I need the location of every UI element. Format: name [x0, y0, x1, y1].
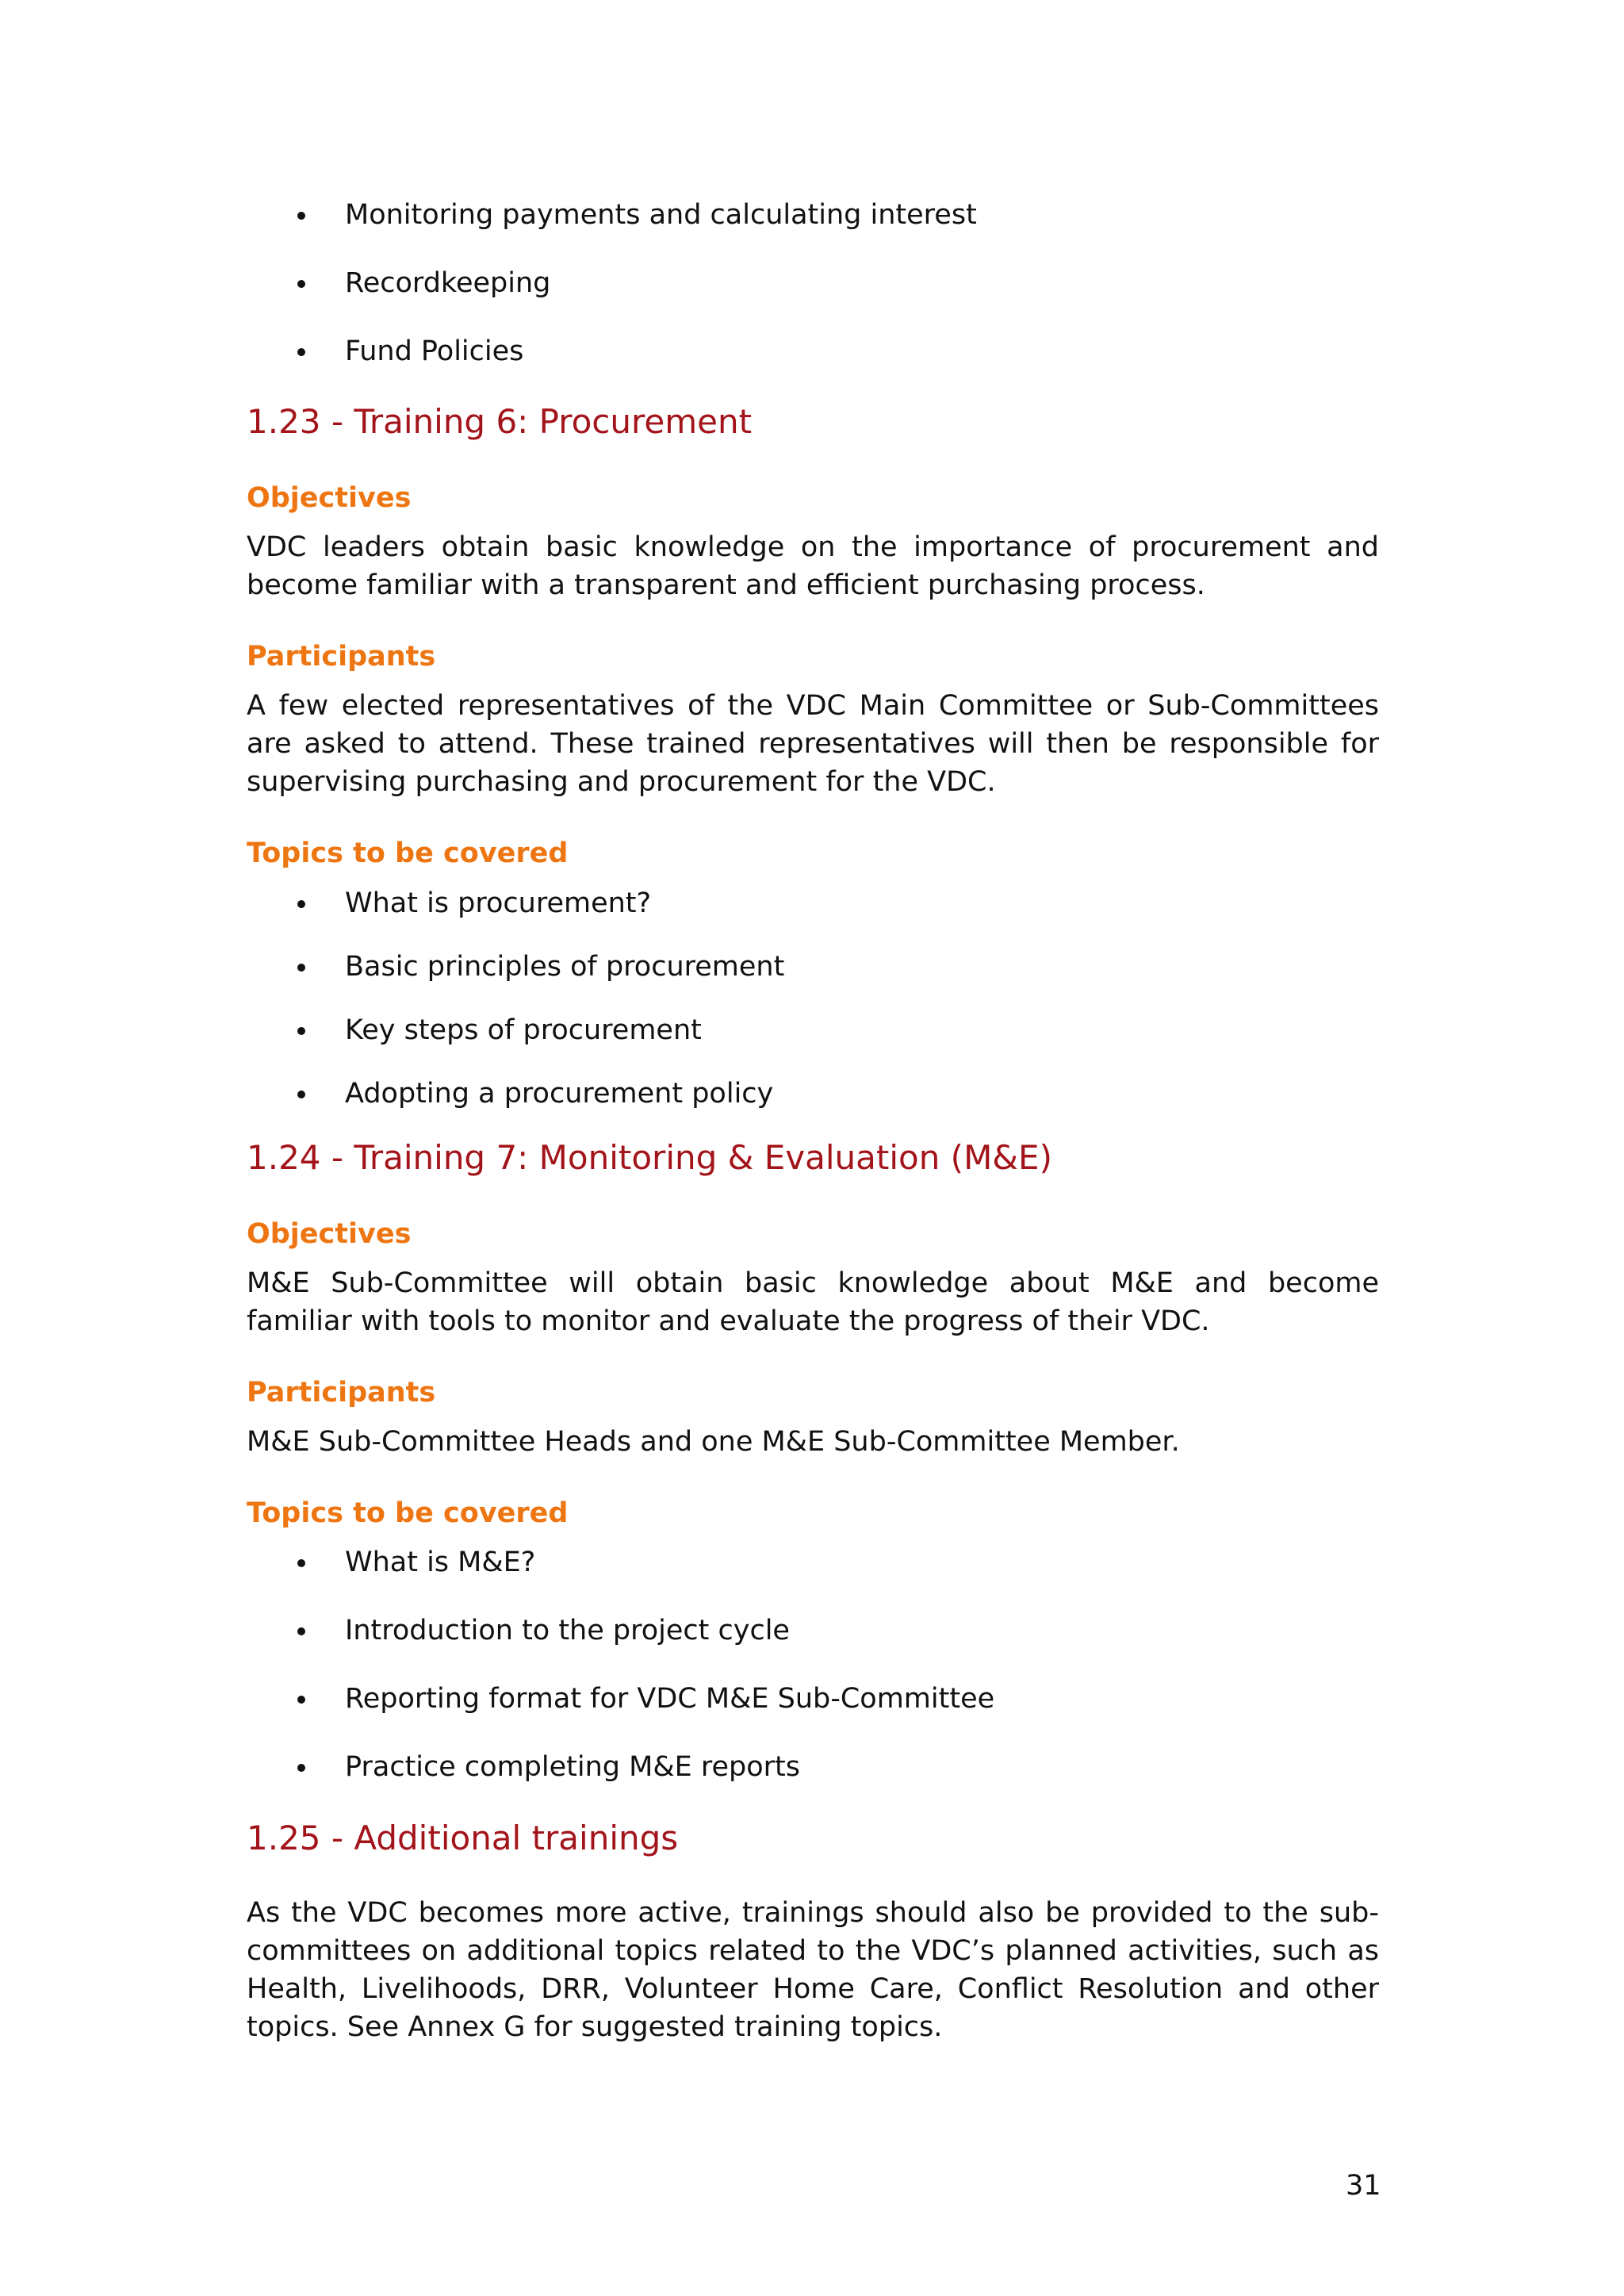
list-item: Adopting a procurement policy [247, 1075, 1379, 1113]
list-item: Monitoring payments and calculating interest [247, 196, 1379, 234]
bullet-icon [297, 900, 305, 908]
objectives-text: VDC leaders obtain basic knowledge on the importance of procurement and become familiar with a transparent and efficient purchasing process. [247, 531, 1379, 601]
section-heading: 1.23 - Training 6: Procurement [247, 402, 753, 441]
bullet-icon [297, 1559, 305, 1567]
section-heading: 1.24 - Training 7: Monitoring & Evaluation (M&E) [247, 1138, 1052, 1177]
topics-heading: Topics to be covered [247, 1497, 569, 1529]
list-item: Introduction to the project cycle [247, 1612, 1379, 1650]
objectives-heading: Objectives [247, 482, 412, 514]
list-item: Basic principles of procurement [247, 948, 1379, 986]
objectives-text: M&E Sub-Committee will obtain basic knowledge about M&E and become familiar with tools to monitor and evaluate the progress of their VDC. [247, 1267, 1379, 1337]
bullet-icon [297, 1091, 305, 1098]
list-item: Practice completing M&E reports [247, 1748, 1379, 1786]
page-number: 31 [1346, 2170, 1381, 2202]
participants-heading: Participants [247, 641, 436, 673]
bullet-icon [297, 1764, 305, 1772]
list-item: Reporting format for VDC M&E Sub-Committee [247, 1680, 1379, 1718]
section-heading: 1.25 - Additional trainings [247, 1819, 679, 1857]
list-item: Fund Policies [247, 332, 1379, 370]
list-item: Recordkeeping [247, 264, 1379, 302]
list-item: What is M&E? [247, 1543, 1379, 1581]
additional-trainings-text: As the VDC becomes more active, trainings should also be provided to the sub-committees on additional topics related to the VDC’s planned activities, such as Health, Livelihoods, DRR, Volunteer Home Care, Conflict Resolution and other topics. See Annex G for suggested training topics. [247, 1897, 1379, 2043]
bullet-icon [297, 964, 305, 972]
topics-heading: Topics to be covered [247, 838, 569, 869]
participants-heading: Participants [247, 1377, 436, 1409]
bullet-icon [297, 212, 305, 220]
objectives-heading: Objectives [247, 1218, 412, 1250]
list-item: What is procurement? [247, 884, 1379, 922]
list-item: Key steps of procurement [247, 1011, 1379, 1049]
participants-text: M&E Sub-Committee Heads and one M&E Sub-Committee Member. [247, 1426, 1180, 1458]
bullet-icon [297, 1027, 305, 1035]
bullet-icon [297, 1696, 305, 1704]
bullet-icon [297, 1627, 305, 1635]
bullet-icon [297, 348, 305, 356]
bullet-icon [297, 280, 305, 288]
participants-text: A few elected representatives of the VDC Main Committee or Sub-Committees are asked to attend. These trained representatives will then be responsible for supervising purchasing and procurement for the VDC. [247, 690, 1379, 798]
